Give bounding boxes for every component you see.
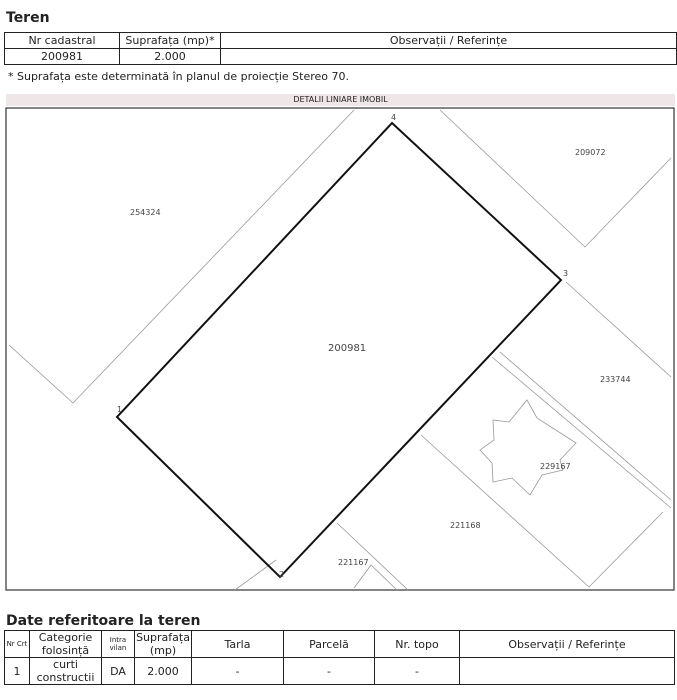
parcel-label-229167: 229167 <box>540 462 571 471</box>
boundary-254324 <box>9 110 354 403</box>
vertex-1-label: 1 <box>117 405 123 414</box>
boundary-221167 <box>337 523 408 590</box>
parcel-label-209072: 209072 <box>575 148 606 157</box>
cell-nr-topo: - <box>375 658 460 685</box>
boundary-221167-small <box>354 565 397 590</box>
vertex-3-label: 3 <box>563 269 569 278</box>
boundary-double-b <box>500 352 671 500</box>
boundary-bottom <box>235 560 276 590</box>
header-suprafata: Suprafața (mp)* <box>120 33 221 49</box>
parcel-label-221167: 221167 <box>338 558 369 567</box>
cell-intra-vilan: DA <box>102 658 135 685</box>
cell-categorie: curti constructii <box>30 658 102 685</box>
header-nr-topo: Nr. topo <box>375 631 460 658</box>
header-observatii: Observații / Referințe <box>460 631 675 658</box>
header-suprafata: Suprafața (mp) <box>136 631 190 657</box>
table-header-row <box>5 631 675 658</box>
boundary-209072 <box>440 110 671 247</box>
vertex-2-label: 2 <box>279 570 285 579</box>
boundary-221168 <box>421 435 663 587</box>
header-nr-crt: Nr Crt <box>5 631 30 658</box>
cell-observatii <box>460 658 675 685</box>
header-parcela: Parcelă <box>284 631 375 658</box>
table-row <box>5 658 675 685</box>
cell-tarla: - <box>192 658 284 685</box>
section-title-date-teren: Date referitoare la teren <box>6 613 201 629</box>
surface-note: * Suprafața este determinată în planul de proiecție Stereo 70. <box>8 70 350 83</box>
cell-suprafata: 2.000 <box>135 658 192 685</box>
header-nr-cadastral: Nr cadastral <box>5 33 120 49</box>
map-title: DETALII LINIARE IMOBIL <box>6 94 675 106</box>
header-intra-vilan: Intra vilan <box>102 631 135 658</box>
building-229167 <box>480 400 576 495</box>
cell-suprafata: 2.000 <box>120 49 221 65</box>
parcel-label-221168: 221168 <box>450 521 481 530</box>
vertex-4-label: 4 <box>391 113 397 122</box>
cell-nr-cadastral: 200981 <box>5 49 120 65</box>
boundary-233744 <box>566 282 671 377</box>
header-categorie: Categorie folosință <box>30 631 102 658</box>
cell-parcela: - <box>284 658 375 685</box>
header-tarla: Tarla <box>192 631 284 658</box>
parcel-label-254324: 254324 <box>130 208 161 217</box>
parcel-label-233744: 233744 <box>600 375 631 384</box>
land-data-table <box>4 630 675 685</box>
header-observatii: Observații / Referințe <box>221 33 677 49</box>
section-title-teren: Teren <box>6 10 50 26</box>
boundary-double-a <box>492 357 671 508</box>
cell-nr-crt: 1 <box>5 658 30 685</box>
parcel-label-main: 200981 <box>328 343 367 354</box>
